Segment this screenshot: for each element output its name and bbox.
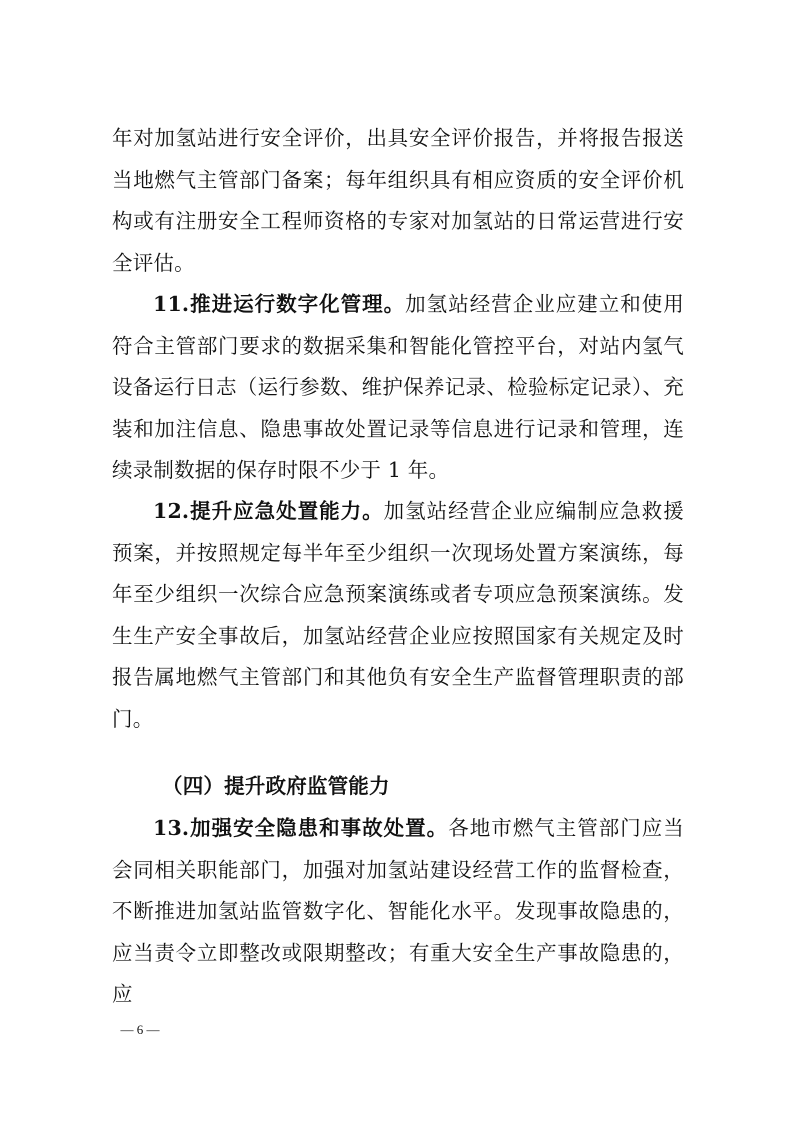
paragraph-continued [112, 118, 684, 284]
item-12-paragraph [112, 491, 684, 740]
item-11-text [112, 284, 684, 492]
item-11-body: 加氢站经营企业应建立和使用符合主管部门要求的数据采集和智能化管控平台，对站内氢气设备运行日志（运行参数、维护保养记录、检验标定记录）、充装和加注信息、隐患事故处置记录等信息进行记录和管理，连续录制数据的保存时限不少于 1 年。 [112, 292, 684, 482]
item-13-paragraph [112, 808, 684, 1016]
item-12-text [112, 491, 684, 740]
item-11-title: 11.推进运行数字化管理。 [153, 292, 406, 316]
item-12-title: 12.提升应急处置能力。 [153, 499, 384, 523]
item-11-paragraph [112, 284, 684, 492]
item-12-body: 加氢站经营企业应编制应急救援预案，并按照规定每半年至少组织一次现场处置方案演练，每年至少组织一次综合应急预案演练或者专项应急预案演练。发生生产安全事故后，加氢站经营企业应按照国家有关规定及时报告属地燃气主管部门和其他负有安全生产监督管理职责的部门。 [112, 499, 684, 731]
paragraph-text: 年对加氢站进行安全评价，出具安全评价报告，并将报告报送当地燃气主管部门备案；每年组织具有相应资质的安全评价机构或有注册安全工程师资格的专家对加氢站的日常运营进行安全评估。 [112, 126, 684, 275]
item-13-text [112, 808, 684, 1016]
section-4-heading: （四）提升政府监管能力 [162, 774, 390, 798]
page-number: — 6 — [120, 1022, 160, 1037]
item-13-body: 各地市燃气主管部门应当会同相关职能部门，加强对加氢站建设经营工作的监督检查，不断推进加氢站监管数字化、智能化水平。发现事故隐患的，应当责令立即整改或限期整改；有重大安全生产事故隐患的，应 [112, 816, 685, 1006]
item-13-title: 13.加强安全隐患和事故处置。 [153, 816, 449, 840]
